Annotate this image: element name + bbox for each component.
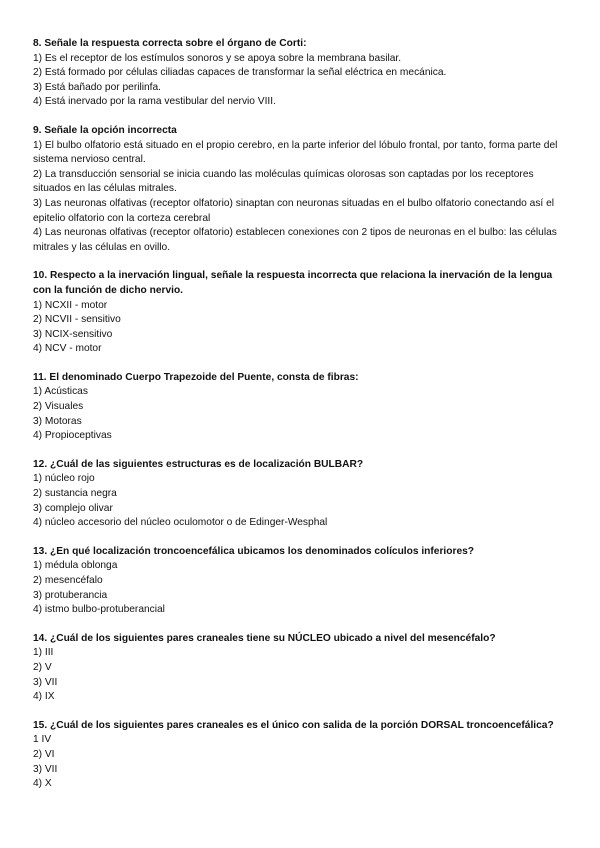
question-title: 12. ¿Cuál de las siguientes estructuras es de localización BULBAR? [33,458,364,470]
answer-option: 2) VI [33,748,55,760]
question-15 [33,719,570,792]
question-11 [33,371,570,444]
question-12 [33,458,570,531]
answer-option: 3) Está bañado por perilinfa. [33,81,161,93]
answer-option: 2) sustancia negra [33,488,117,500]
answer-option: 4) istmo bulbo-protuberancial [33,604,165,616]
answer-option: 2) V [33,661,52,673]
question-title: 11. El denominado Cuerpo Trapezoide del Puente, consta de fibras: [33,371,359,383]
question-title: 14. ¿Cuál de los siguientes pares craneales tiene su NÚCLEO ubicado a nivel del mesencéfalo? [33,632,496,644]
answer-option: 1) Acústicas [33,386,88,398]
answer-option: 2) mesencéfalo [33,575,103,586]
answer-option: 1) médula oblonga [33,560,118,572]
answer-option: 1 IV [33,734,52,746]
answer-option: 1) NCXII - motor [33,299,108,311]
answer-option: 3) Motoras [33,415,82,427]
question-title: 9. Señale la opción incorrecta [33,124,177,136]
answer-option: 2) Está formado por células ciliadas capaces de transformar la señal eléctrica en mecánica. [33,67,447,79]
question-13 [33,545,570,618]
answer-option: 1) El bulbo olfatorio está situado en el propio cerebro, en la parte inferior del lóbulo frontal, por tanto, forma parte del sistema nervioso central. [33,139,558,166]
answer-option: 1) III [33,647,54,659]
answer-option: 3) VII [33,763,58,775]
answer-option: 1) Es el receptor de los estímulos sonoros y se apoya sobre la membrana basilar. [33,52,402,64]
question-title: 15. ¿Cuál de los siguientes pares craneales es el único con salida de la porción DORSAL troncoencefálica? [33,719,554,731]
answer-option: 4) Está inervado por la rama vestibular del nervio VIII. [33,96,276,108]
answer-option: 4) X [33,778,52,790]
question-title: 13. ¿En qué localización troncoencefálica ubicamos los denominados colículos inferiores? [33,545,475,557]
answer-option: 3) complejo olivar [33,502,113,514]
question-title: 10. Respecto a la inervación lingual, señale la respuesta incorrecta que relaciona la inervación de la lengua con la función de dicho nervio. [33,270,553,296]
answer-option: 4) NCV - motor [33,343,102,355]
answer-option: 1) núcleo rojo [33,473,95,485]
answer-option: 3) VII [33,676,58,688]
answer-option: 4) IX [33,691,55,703]
question-8 [33,37,570,110]
answer-option: 2) NCVII - sensitivo [33,314,121,326]
answer-option: 3) Las neuronas olfativas (receptor olfatorio) sinaptan con neuronas situadas en el bulbo olfatorio conectando así el epitelio olfatorio con la corteza cerebral [33,197,555,224]
answer-option: 2) La transducción sensorial se inicia cuando las moléculas químicas olorosas son captadas por los receptores situados en las células mitrales. [33,168,534,195]
answer-option: 2) Visuales [33,401,84,413]
question-9 [33,124,570,255]
question-14 [33,632,570,705]
answer-option: 3) protuberancia [33,589,108,601]
answer-option: 3) NCIX-sensitivo [33,328,113,340]
answer-option: 4) Propioceptivas [33,430,112,442]
answer-option: 4) núcleo accesorio del núcleo oculomotor o de Edinger-Wesphal [33,517,328,529]
question-title: 8. Señale la respuesta correcta sobre el órgano de Corti: [33,38,307,49]
answer-option: 4) Las neuronas olfativas (receptor olfatorio) establecen conexiones con 2 tipos de neuronas en el bulbo: las células mitrales y las células en ovillo. [33,227,557,253]
question-10 [33,269,570,357]
